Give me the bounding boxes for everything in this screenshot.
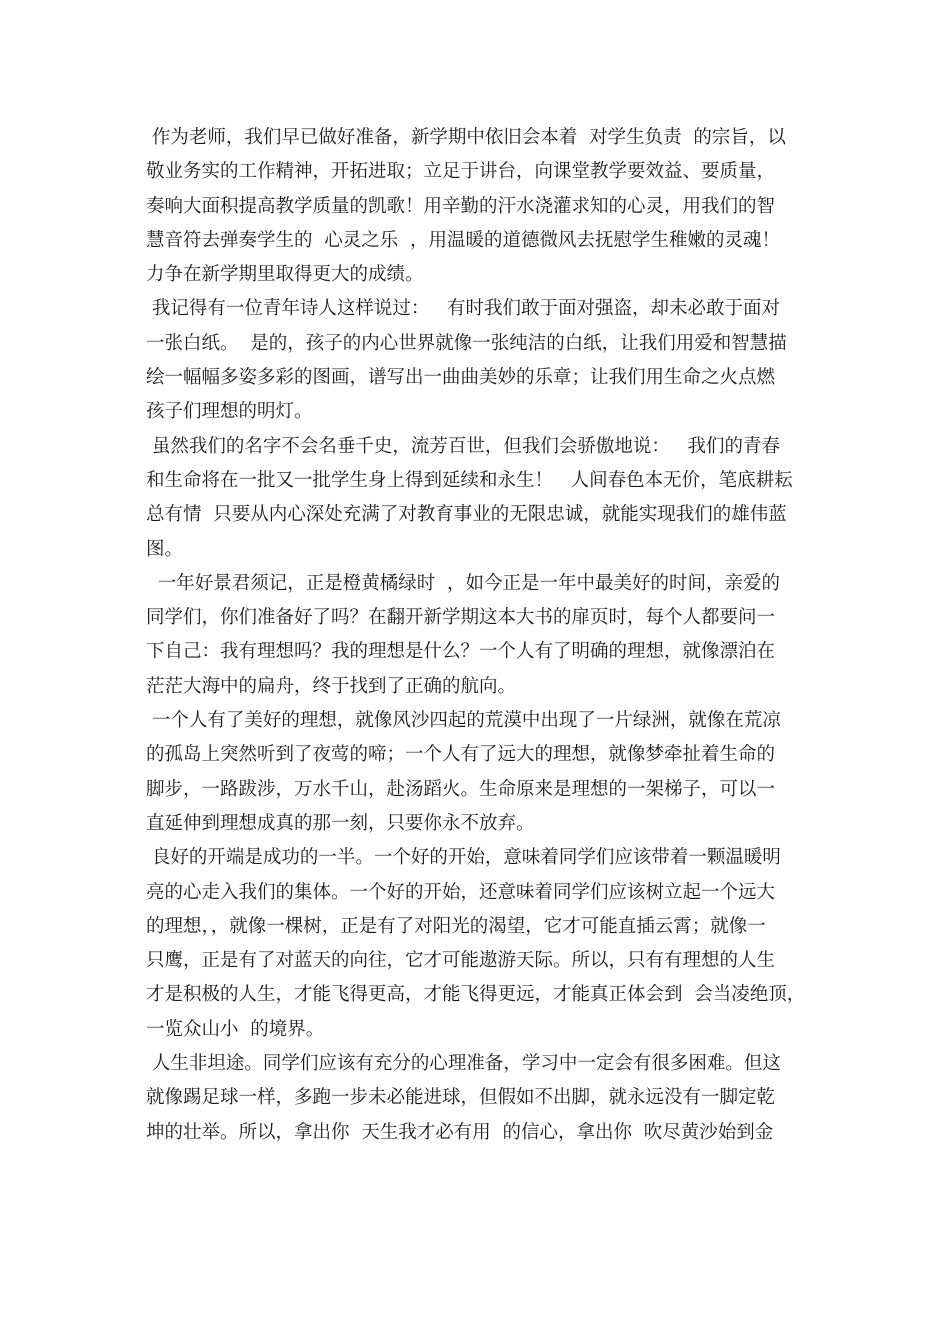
- text-line: 亮的心走入我们的集体。一个好的开始，还意味着同学们应该树立起一个远大: [146, 881, 776, 903]
- text-line: 就像踢足球一样，多跑一步未必能进球，但假如不出脚，就永远没有一脚定乾: [146, 1087, 776, 1109]
- text-line: 人生非坦途。同学们应该有充分的心理准备，学习中一定会有很多困难。但这: [146, 1053, 781, 1075]
- text-line: 力争在新学期里取得更大的成绩。: [146, 264, 424, 286]
- text-line: 总有情 只要从内心深处充满了对教育事业的无限忠诚，就能实现我们的雄伟蓝: [146, 504, 787, 526]
- text-line: 一览众山小 的境界。: [146, 1018, 325, 1040]
- text-line: 的孤岛上突然听到了夜莺的啼；一个人有了远大的理想，就像梦牵扯着生命的: [146, 744, 776, 766]
- text-line: 的理想，，就像一棵树，正是有了对阳光的渴望，它才可能直插云霄；就像一: [146, 915, 766, 937]
- text-line: 敬业务实的工作精神，开拓进取；立足于讲台，向课堂教学要效益、要质量，: [146, 161, 776, 183]
- text-line: 作为老师，我们早已做好准备，新学期中依旧会本着 对学生负责 的宗旨，以: [146, 127, 786, 148]
- text-line: 同学们，你们准备好了吗？在翻开新学期这本大书的扉页时，每个人都要问一: [146, 607, 776, 629]
- text-line: 下自己：我有理想吗？我的理想是什么？一个人有了明确的理想，就像漂泊在: [146, 641, 776, 663]
- body-text: [146, 121, 816, 1150]
- text-line: 虽然我们的名字不会名垂千史，流芳百世，但我们会骄傲地说： 我们的青春: [146, 435, 781, 457]
- text-line: 一年好景君须记，正是橙黄橘绿时 ，如今正是一年中最美好的时间，亲爱的: [146, 572, 781, 594]
- text-line: 只鹰，正是有了对蓝天的向往，它才可能遨游天际。所以，只有有理想的人生: [146, 950, 776, 972]
- text-line: 慧音符去弹奏学生的 心灵之乐 ，用温暖的道德微风去抚慰学生稚嫩的灵魂！: [146, 229, 781, 251]
- text-line: 才是积极的人生，才能飞得更高，才能飞得更远，才能真正体会到 会当凌绝顶，: [146, 984, 806, 1006]
- text-line: 奏响大面积提高教学质量的凯歌！用辛勤的汗水浇灌求知的心灵，用我们的智: [146, 195, 776, 217]
- text-line: 茫茫大海中的扁舟，终于找到了正确的航向。: [146, 675, 517, 697]
- text-line: 绘一幅幅多姿多彩的图画，谱写出一曲曲美妙的乐章；让我们用生命之火点燃: [146, 367, 776, 389]
- text-line: 图。: [146, 538, 184, 560]
- text-line: 坤的壮举。所以，拿出你 天生我才必有用 的信心，拿出你 吹尽黄沙始到金: [146, 1121, 774, 1143]
- text-line: 直延伸到理想成真的那一刻，只要你永不放弃。: [146, 812, 535, 834]
- text-line: 一个人有了美好的理想，就像风沙四起的荒漠中出现了一片绿洲，就像在荒凉: [146, 710, 781, 732]
- text-line: 我记得有一位青年诗人这样说过： 有时我们敢于面对强盗，却未必敢于面对: [146, 298, 781, 320]
- text-line: 孩子们理想的明灯。: [146, 401, 313, 423]
- text-line: 脚步，一路跋涉，万水千山，赴汤蹈火。生命原来是理想的一架梯子，可以一: [146, 778, 776, 800]
- text-line: 良好的开端是成功的一半。一个好的开始，意味着同学们应该带着一颗温暖明: [146, 847, 781, 869]
- text-line: 一张白纸。 是的，孩子的内心世界就像一张纯洁的白纸，让我们用爱和智慧描: [146, 332, 787, 354]
- text-line: 和生命将在一批又一批学生身上得到延续和永生！ 人间春色本无价，笔底耕耘: [146, 469, 793, 491]
